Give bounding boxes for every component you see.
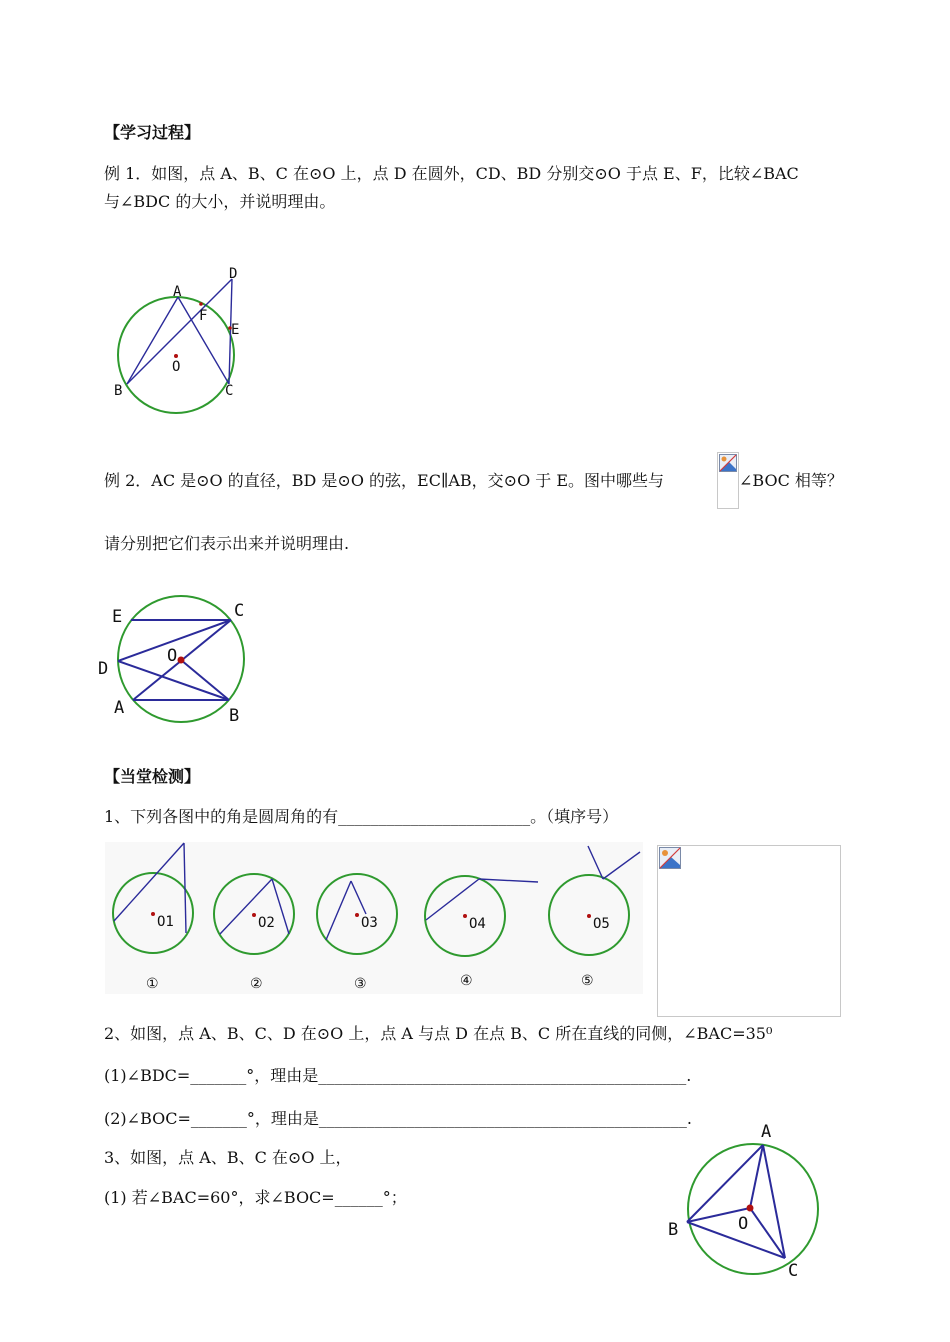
q1-label-3: ③ [354,976,367,992]
example1-line1: 例 1．如图，点 A、B、C 在⊙O 上，点 D 在圆外，CD、BD 分别交⊙O 于点 E、F，比较∠BAC [104,164,799,183]
q1-center-5: O5 [593,916,610,932]
fig2-label-b: B [229,706,240,726]
fig1-label-o: O [172,359,181,375]
example2-line1-b: ∠BOC 相等？ [739,471,843,490]
fig1-label-c: C [225,383,234,399]
q3-part1: (1) 若∠BAC=60°，求∠BOC=______°； [104,1188,407,1207]
q1-center-2: O2 [258,915,275,931]
q1-label-1: ① [146,976,159,992]
fig1-label-d: D [229,266,238,282]
q2-text: 2、如图，点 A、B、C、D 在⊙O 上，点 A 与点 D 在点 B、C 所在直线的同侧，∠BAC=35⁰ [104,1024,773,1043]
q1-label-2: ② [250,976,263,992]
q3-text: 3、如图，点 A、B、C 在⊙O 上， [104,1148,352,1167]
fig3-label-o: O [738,1214,749,1234]
fig1-label-e: E [231,322,240,338]
q1-label-5: ⑤ [581,973,594,989]
q1-center-4: O4 [469,916,486,932]
section-title-process: 【学习过程】 [104,123,201,142]
fig3-label-b: B [668,1220,679,1240]
example1-line2: 与∠BDC 的大小，并说明理由。 [104,192,336,211]
q2-part2: (2)∠BOC=_______°，理由是______________________________________________. [104,1109,692,1128]
q2-part1: (1)∠BDC=_______°，理由是______________________________________________. [104,1066,692,1085]
fig1-label-f: F [199,308,208,324]
fig1-label-a: A [173,284,182,300]
section-title-check: 【当堂检测】 [104,767,201,786]
example2-line1-a: 例 2．AC 是⊙O 的直径，BD 是⊙O 的弦，EC∥AB，交⊙O 于 E。图中哪些与 [104,471,665,490]
q1-label-4: ④ [460,973,473,989]
fig2-label-o: O [167,646,178,666]
fig2-label-c: C [234,601,245,621]
example2-line2: 请分别把它们表示出来并说明理由. [104,534,350,553]
fig3-label-a: A [761,1122,772,1142]
fig2-label-a: A [114,698,125,718]
q1-center-3: O3 [361,915,378,931]
q1-center-1: O1 [157,914,174,930]
fig1-label-b: B [114,383,123,399]
fig2-label-e: E [112,607,123,627]
q1-text: 1、下列各图中的角是圆周角的有________________________。（填序号） [104,807,619,826]
fig3-label-c: C [788,1261,799,1281]
fig2-label-d: D [98,659,109,679]
